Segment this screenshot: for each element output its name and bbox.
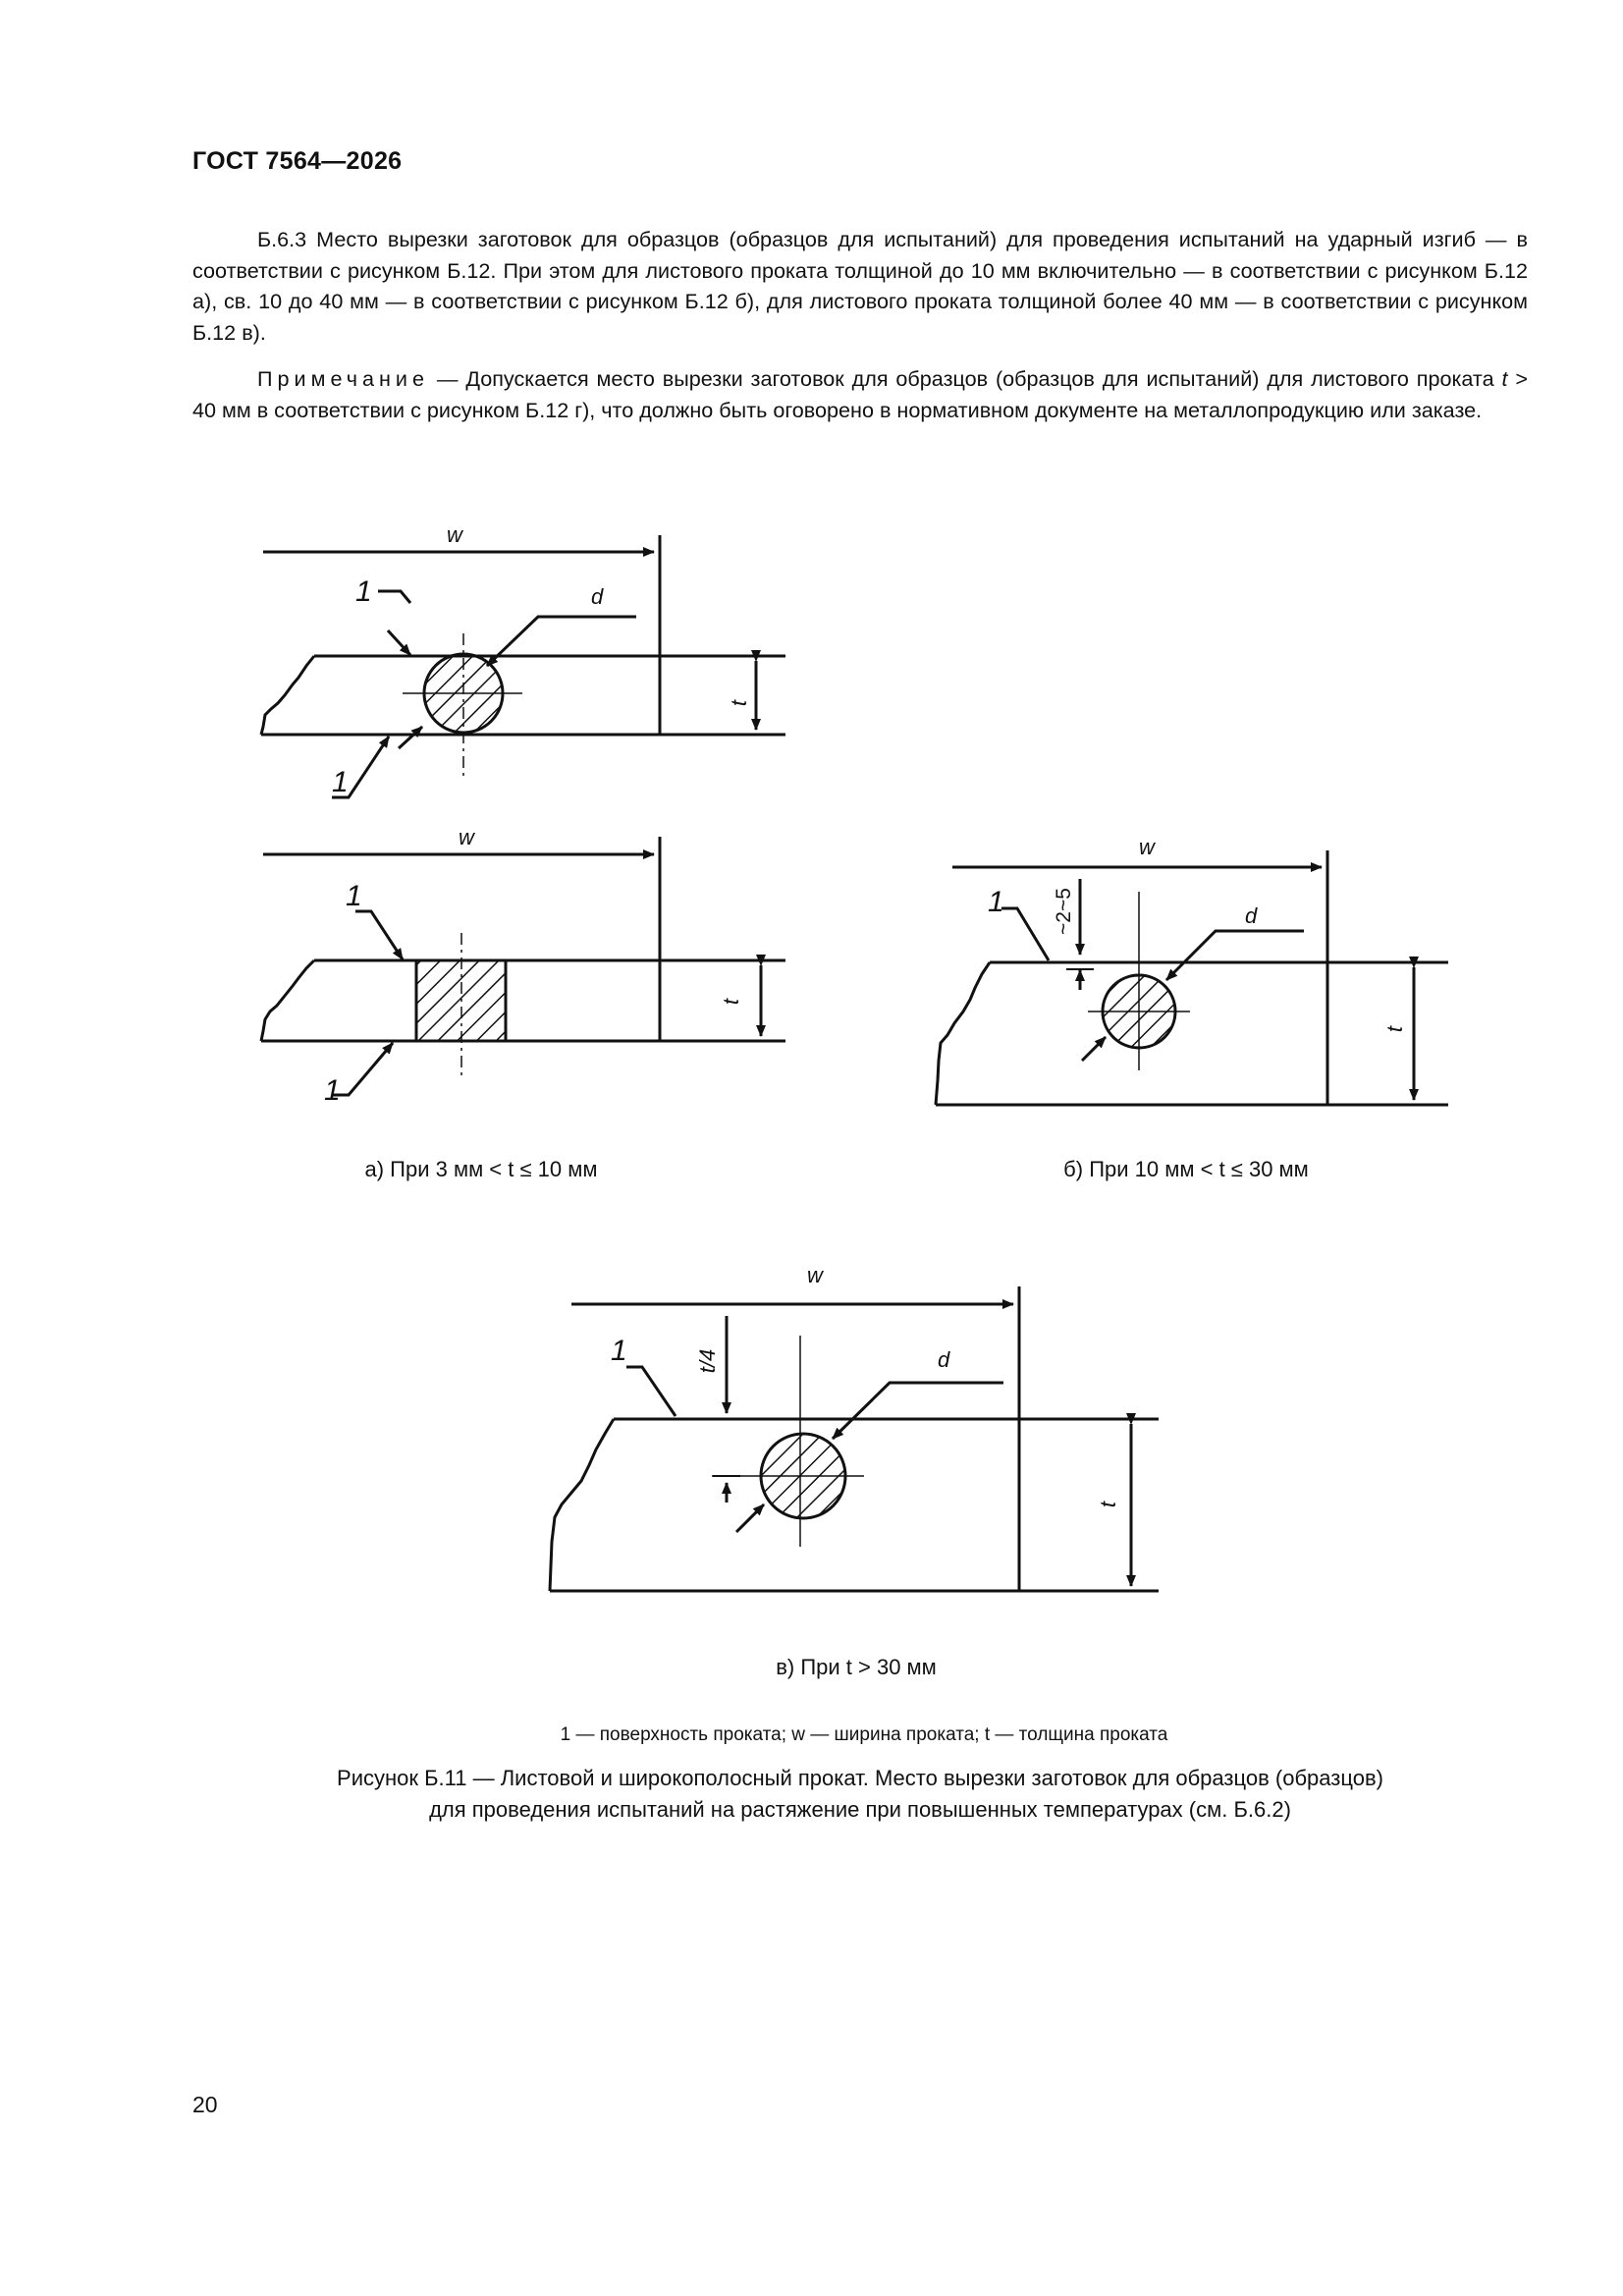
label-w-c: w bbox=[807, 1263, 823, 1287]
note-label: Примечание bbox=[257, 366, 429, 391]
label-t-b: t bbox=[1382, 1025, 1407, 1033]
leader-1 bbox=[626, 1367, 676, 1416]
label-t-a2: t bbox=[719, 998, 743, 1006]
diameter-arrow bbox=[736, 1504, 764, 1532]
figure-legend: 1 — поверхность проката; w — ширина проката; t — толщина проката bbox=[560, 1724, 1168, 1745]
diagram-a-round bbox=[261, 535, 785, 797]
label-w-a2: w bbox=[459, 825, 474, 849]
label-1-a1-bottom: 1 bbox=[332, 766, 349, 798]
plate-break-line bbox=[936, 962, 990, 1105]
label-d-c: d bbox=[938, 1347, 950, 1372]
plate-break-line bbox=[550, 1419, 614, 1591]
figure-title-line-2: для проведения испытаний на растяжение при повышенных температурах (см. Б.6.2) bbox=[429, 1797, 1291, 1822]
diameter-arrow bbox=[1082, 1037, 1106, 1061]
note-text-2: > 40 мм в соответствии с рисунком Б.12 г), что должно быть оговорено в нормативном документе на металлопродукцию или заказе. bbox=[192, 366, 1528, 422]
label-1-a2-bottom: 1 bbox=[324, 1074, 341, 1107]
label-t-a1: t bbox=[727, 699, 751, 707]
label-w-b: w bbox=[1139, 835, 1155, 859]
label-offset-c: t/4 bbox=[695, 1348, 720, 1374]
label-offset-b: ~2~5 bbox=[1053, 888, 1075, 935]
label-1-a2-top: 1 bbox=[346, 880, 362, 912]
plate-break-line bbox=[261, 656, 314, 735]
caption-b: б) При 10 мм < t ≤ 30 мм bbox=[1063, 1157, 1309, 1181]
leader-1-top-arrow bbox=[388, 630, 410, 655]
label-1-c: 1 bbox=[611, 1335, 627, 1367]
label-w-a1: w bbox=[447, 522, 462, 547]
diagram-a-flat bbox=[261, 837, 785, 1095]
leader-1-bottom bbox=[332, 1043, 393, 1095]
label-d-b: d bbox=[1245, 903, 1258, 928]
note-text-1: — Допускается место вырезки заготовок для образцов (образцов для испытаний) для листового проката bbox=[429, 366, 1502, 391]
leader-1 bbox=[1001, 908, 1049, 960]
label-1-a1-top: 1 bbox=[355, 575, 372, 608]
document-header: ГОСТ 7564—2026 bbox=[192, 147, 403, 175]
page-number: 20 bbox=[192, 2092, 218, 2117]
leader-d bbox=[487, 617, 636, 666]
leader-d bbox=[1166, 931, 1304, 980]
leader-1-top bbox=[378, 591, 410, 603]
diameter-arrow bbox=[399, 727, 422, 748]
figure-title-line-1: Рисунок Б.11 — Листовой и широкополосный прокат. Место вырезки заготовок для образцов (образцов) bbox=[337, 1766, 1383, 1790]
diagram-b bbox=[936, 850, 1448, 1105]
diagram-c bbox=[550, 1286, 1159, 1591]
label-d-a1: d bbox=[591, 584, 604, 609]
caption-a: а) При 3 мм < t ≤ 10 мм bbox=[364, 1157, 598, 1181]
leader-1-top bbox=[355, 911, 403, 959]
leader-d bbox=[833, 1383, 1003, 1439]
caption-c: в) При t > 30 мм bbox=[776, 1655, 937, 1679]
label-t-c: t bbox=[1096, 1501, 1120, 1508]
plate-break-line bbox=[261, 960, 314, 1041]
note-symbol-t: t bbox=[1501, 366, 1508, 391]
label-1-b: 1 bbox=[988, 886, 1004, 918]
section-b63-paragraph: Б.6.3 Место вырезки заготовок для образцов (образцов для испытаний) для проведения испытаний на ударный изгиб — в соответствии с рисунком Б.12. При этом для листового проката толщиной до 10 мм включительно — в соответствии с рисунком Б.12 а), св. 10 до 40 мм — в соответствии с рисунком Б.12 б), для листового проката толщиной более 40 мм — в соответствии с рисунком Б.12 в). bbox=[192, 227, 1528, 345]
